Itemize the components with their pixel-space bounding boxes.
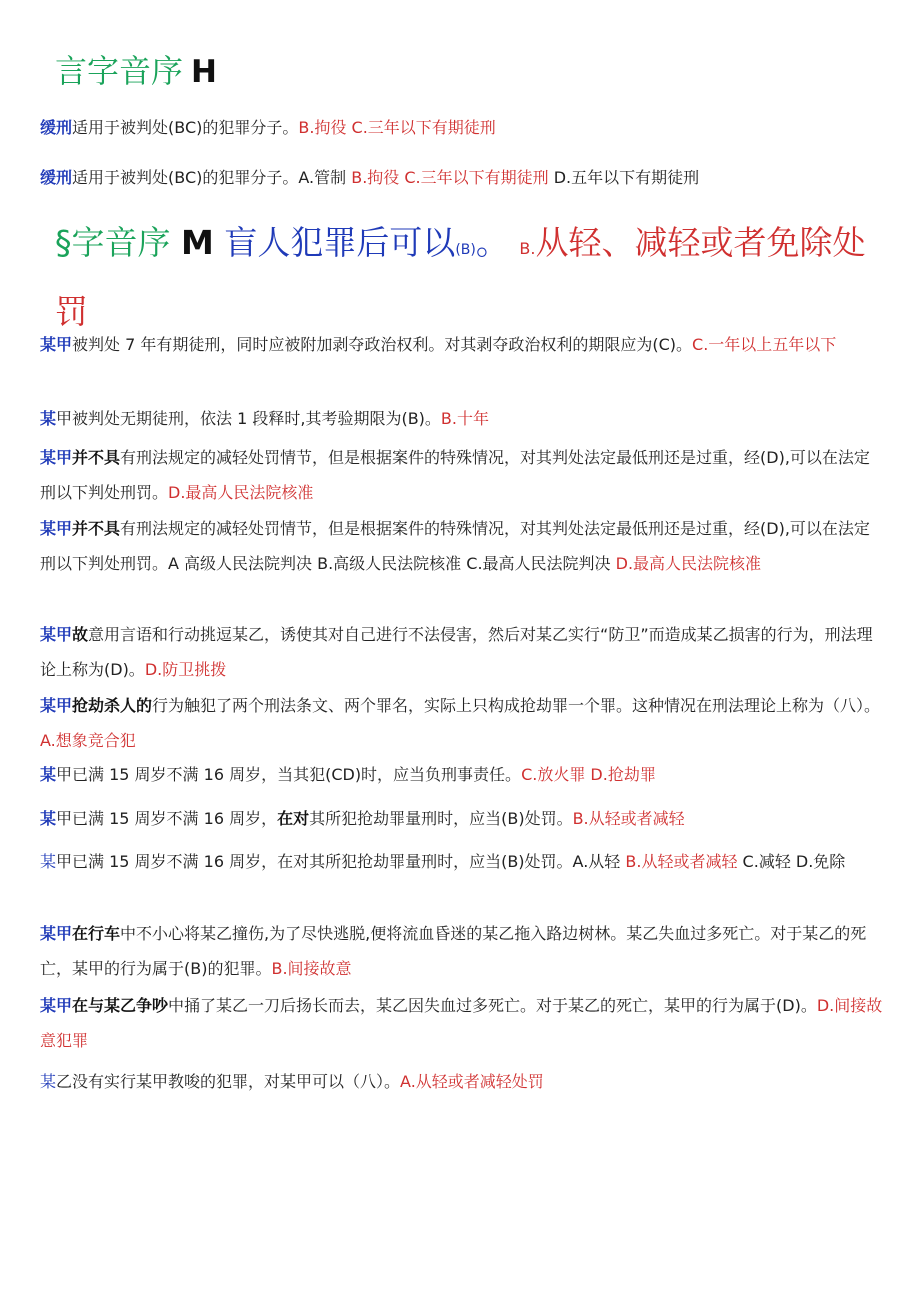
- paragraph-1: [40, 110, 884, 145]
- answer-text: B.拘役 C.三年以下有期徒刑: [298, 118, 496, 137]
- bold-text: 故: [72, 625, 89, 644]
- paragraph-9: [40, 757, 884, 792]
- keyword: 某甲: [40, 519, 73, 538]
- heading-m-question: 盲人犯罪后可以: [224, 223, 456, 262]
- answer-text: D.间接故意犯罪: [40, 996, 883, 1050]
- question-text: 甲已满 15 周岁不满 16 周岁，在对其所犯抢劫罪量刑时，应当(B)处罚。A.从轻: [56, 852, 626, 871]
- answer-text: C.一年以上五年以下: [692, 335, 837, 354]
- bold-text: 在与某乙争吵: [72, 996, 169, 1015]
- answer-text: A.想象竞合犯: [40, 731, 136, 750]
- question-text: 甲被判处无期徒刑，依法 1 段释时,其考验期限为(B)。: [56, 409, 441, 428]
- answer-text: D.最高人民法院核准: [168, 483, 314, 502]
- heading-m-answer-prefix: B.: [519, 239, 536, 258]
- keyword: 某甲: [40, 625, 73, 644]
- heading-m-answer: 从轻、减轻或者免除处罚: [55, 223, 866, 331]
- keyword: 某甲: [40, 335, 73, 354]
- question-text-continued: 其所犯抢劫罪量刑时，应当(B)处罚。: [309, 809, 573, 828]
- heading-h-letter: H: [191, 54, 217, 90]
- answer-text: D.防卫挑拨: [144, 660, 227, 679]
- question-text: 乙没有实行某甲教唆的犯罪，对某甲可以（八）。: [56, 1072, 401, 1091]
- answer-text: B.十年: [440, 409, 489, 428]
- answer-text: D.最高人民法院核准: [615, 554, 762, 573]
- heading-h-text: 言字音序: [55, 52, 184, 90]
- question-text: 意用言语和行动挑逗某乙，诱使其对自己进行不法侵害，然后对某乙实行“防卫”而造成某乙损害的行为，刑法理论上称为(D)。: [40, 625, 873, 679]
- answer-text: B.从轻或者减轻: [572, 809, 685, 828]
- paragraph-8: [40, 688, 884, 758]
- question-text: 甲已满 15 周岁不满 16 周岁，当其犯(CD)时，应当负刑事责任。: [56, 765, 522, 784]
- question-text: 中捅了某乙一刀后扬长而去，某乙因失血过多死亡。对于某乙的死亡，某甲的行为属于(D)。: [168, 996, 817, 1015]
- paragraph-5: [40, 440, 884, 510]
- question-text: 行为触犯了两个刑法条文、两个罪名，实际上只构成抢劫罪一个罪。这种情况在刑法理论上称为（八）。: [152, 696, 881, 715]
- keyword: 某甲: [40, 448, 73, 467]
- paragraph-7: [40, 617, 884, 687]
- answer-text: C.放火罪 D.抢劫罪: [521, 765, 656, 784]
- answer-text: A.从轻或者减轻处罚: [400, 1072, 544, 1091]
- paragraph-4: [40, 401, 884, 436]
- answer-text: B.从轻或者减轻: [625, 852, 738, 871]
- keyword: 某甲: [40, 924, 73, 943]
- question-text: 有刑法规定的减轻处罚情节，但是根据案件的特殊情况，对其判处法定最低刑还是过重，经(D),可以在法定刑以下判处刑罚。: [40, 448, 870, 502]
- keyword: 某: [40, 1072, 57, 1091]
- paragraph-2: [40, 160, 884, 195]
- keyword: 某: [40, 765, 57, 784]
- bold-text: 抢劫杀人的: [72, 696, 153, 715]
- question-text: 适用于被判处(BC)的犯罪分子。A.管制: [72, 168, 352, 187]
- option-tail: D.五年以下有期徒刑: [548, 168, 700, 187]
- paragraph-11: [40, 844, 884, 879]
- heading-m-punct: 。: [475, 223, 509, 262]
- bold-text: 并不具: [72, 448, 121, 467]
- paragraph-13: [40, 988, 884, 1058]
- answer-text: B.拘役 C.三年以下有期徒刑: [351, 168, 549, 187]
- heading-m-paren: (B): [455, 242, 476, 258]
- keyword: 某: [40, 409, 57, 428]
- bold-text: 在对: [277, 809, 310, 828]
- bold-text: 在行车: [72, 924, 121, 943]
- question-text: 中不小心将某乙撞伤,为了尽快逃脱,便将流血昏迷的某乙拖入路边树林。某乙失血过多死亡。对于某乙的死亡，某甲的行为属于(B)的犯罪。: [40, 924, 867, 978]
- heading-m-letter: M: [181, 223, 214, 262]
- keyword: 缓刑: [40, 168, 73, 187]
- question-text: 适用于被判处(BC)的犯罪分子。: [72, 118, 299, 137]
- paragraph-10: [40, 801, 884, 836]
- question-text: 有刑法规定的减轻处罚情节，但是根据案件的特殊情况，对其判处法定最低刑还是过重，经(D),可以在法定刑以下判处刑罚。A 高级人民法院判决 B.高级人民法院核准 C.最高人民法院判决: [40, 519, 870, 573]
- paragraph-12: [40, 916, 884, 986]
- keyword: 某甲: [40, 996, 73, 1015]
- keyword: 某: [40, 852, 57, 871]
- question-text: 甲已满 15 周岁不满 16 周岁，: [56, 809, 278, 828]
- paragraph-6: [40, 511, 884, 581]
- heading-h: [55, 52, 217, 91]
- option-tail: C.减轻 D.免除: [737, 852, 846, 871]
- heading-m-text: §字音序: [55, 223, 171, 262]
- paragraph-14: [40, 1064, 884, 1099]
- paragraph-3: [40, 327, 884, 362]
- question-text: 被判处 7 年有期徒刑，同时应被附加剥夺政治权利。对其剥夺政治权利的期限应为(C)。: [72, 335, 693, 354]
- bold-text: 并不具: [72, 519, 121, 538]
- answer-text: B.间接故意: [271, 959, 352, 978]
- heading-m: [55, 212, 884, 343]
- keyword: 某甲: [40, 696, 73, 715]
- keyword: 缓刑: [40, 118, 73, 137]
- keyword: 某: [40, 809, 57, 828]
